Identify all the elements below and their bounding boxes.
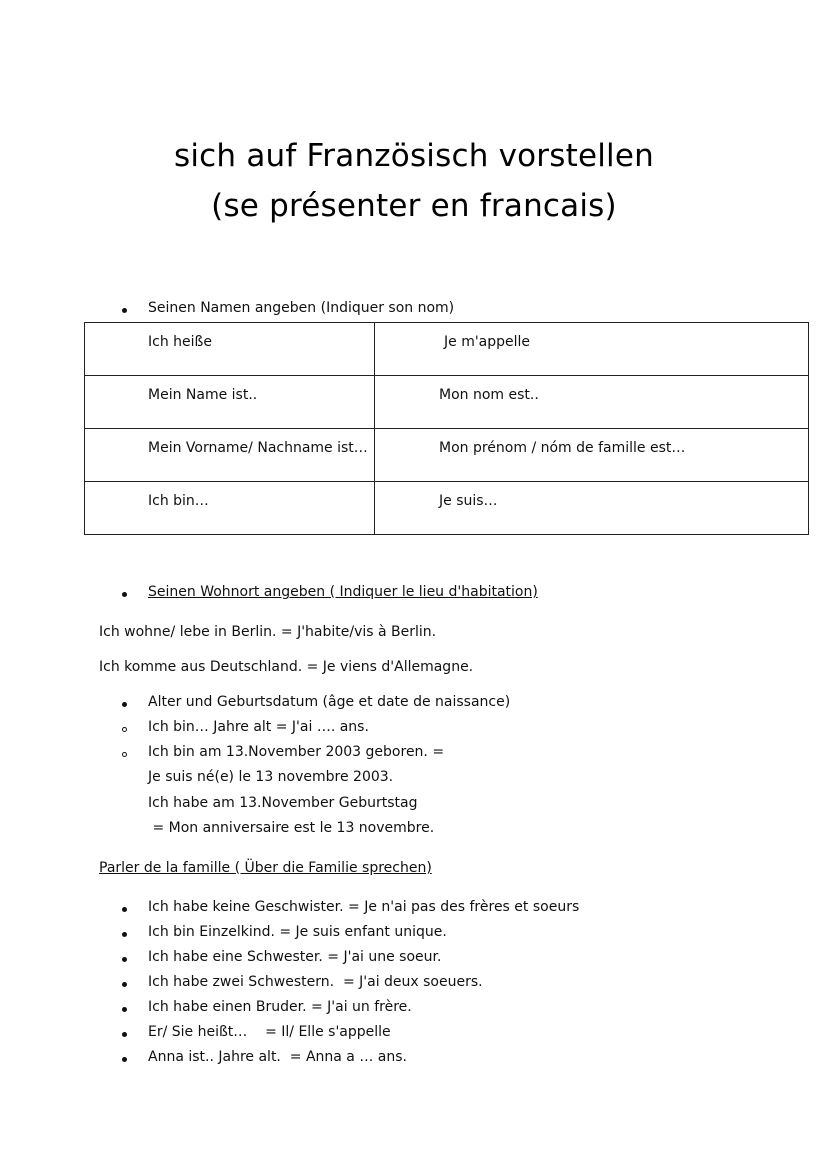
table-row [85, 323, 809, 376]
age-item-line: = Mon anniversaire est le 13 novembre. [148, 820, 435, 836]
family-item: Ich habe zwei Schwestern. = J'ai deux soeuers. [148, 974, 483, 990]
page-title: sich auf Französisch vorstellen [174, 138, 654, 174]
age-item-line: Ich habe am 13.November Geburtstag [148, 795, 418, 811]
table-cell-de: Ich bin… [85, 482, 375, 535]
age-item-line: Je suis né(e) le 13 novembre 2003. [148, 769, 394, 785]
table-row [85, 482, 809, 535]
bullet-icon [122, 907, 127, 912]
age-item: Ich bin… Jahre alt = J'ai …. ans. [148, 719, 369, 735]
family-item: Ich habe keine Geschwister. = Je n'ai pas des frères et soeurs [148, 899, 580, 915]
table-row [85, 429, 809, 482]
section-age-heading: Alter und Geburtsdatum (âge et date de naissance) [148, 694, 511, 710]
family-item: Ich habe einen Bruder. = J'ai un frère. [148, 999, 412, 1015]
bullet-icon [122, 1057, 127, 1062]
residence-line: Ich komme aus Deutschland. = Je viens d'Allemagne. [99, 659, 474, 675]
residence-line: Ich wohne/ lebe in Berlin. = J'habite/vis à Berlin. [99, 624, 437, 640]
bullet-icon [122, 1007, 127, 1012]
sub-bullet-icon [122, 727, 127, 732]
table-cell-fr: Mon prénom / nóm de famille est… [375, 429, 809, 482]
table-cell-de: Ich heiße [85, 323, 375, 376]
bullet-icon [122, 957, 127, 962]
bullet-icon [122, 592, 127, 597]
bullet-icon [122, 308, 127, 313]
table-cell-fr: Je m'appelle [375, 323, 809, 376]
table-cell-fr: Mon nom est.. [375, 376, 809, 429]
family-item: Anna ist.. Jahre alt. = Anna a … ans. [148, 1049, 407, 1065]
bullet-icon [122, 932, 127, 937]
table-cell-fr: Je suis… [375, 482, 809, 535]
family-item: Ich habe eine Schwester. = J'ai une soeur. [148, 949, 442, 965]
bullet-icon [122, 982, 127, 987]
family-item: Ich bin Einzelkind. = Je suis enfant unique. [148, 924, 447, 940]
bullet-icon [122, 702, 127, 707]
sub-bullet-icon [122, 752, 127, 757]
name-vocab-table [84, 322, 809, 535]
age-item-line: Ich bin am 13.November 2003 geboren. = [148, 744, 445, 760]
section-name-heading: Seinen Namen angeben (Indiquer son nom) [148, 300, 455, 316]
table-cell-de: Mein Vorname/ Nachname ist… [85, 429, 375, 482]
bullet-icon [122, 1032, 127, 1037]
family-item: Er/ Sie heißt… = Il/ Elle s'appelle [148, 1024, 391, 1040]
section-family-heading: Parler de la famille ( Über die Familie sprechen) [99, 860, 432, 876]
table-cell-de: Mein Name ist.. [85, 376, 375, 429]
section-residence-heading: Seinen Wohnort angeben ( Indiquer le lieu d'habitation) [148, 584, 538, 600]
page-subtitle: (se présenter en francais) [211, 188, 617, 224]
table-row [85, 376, 809, 429]
